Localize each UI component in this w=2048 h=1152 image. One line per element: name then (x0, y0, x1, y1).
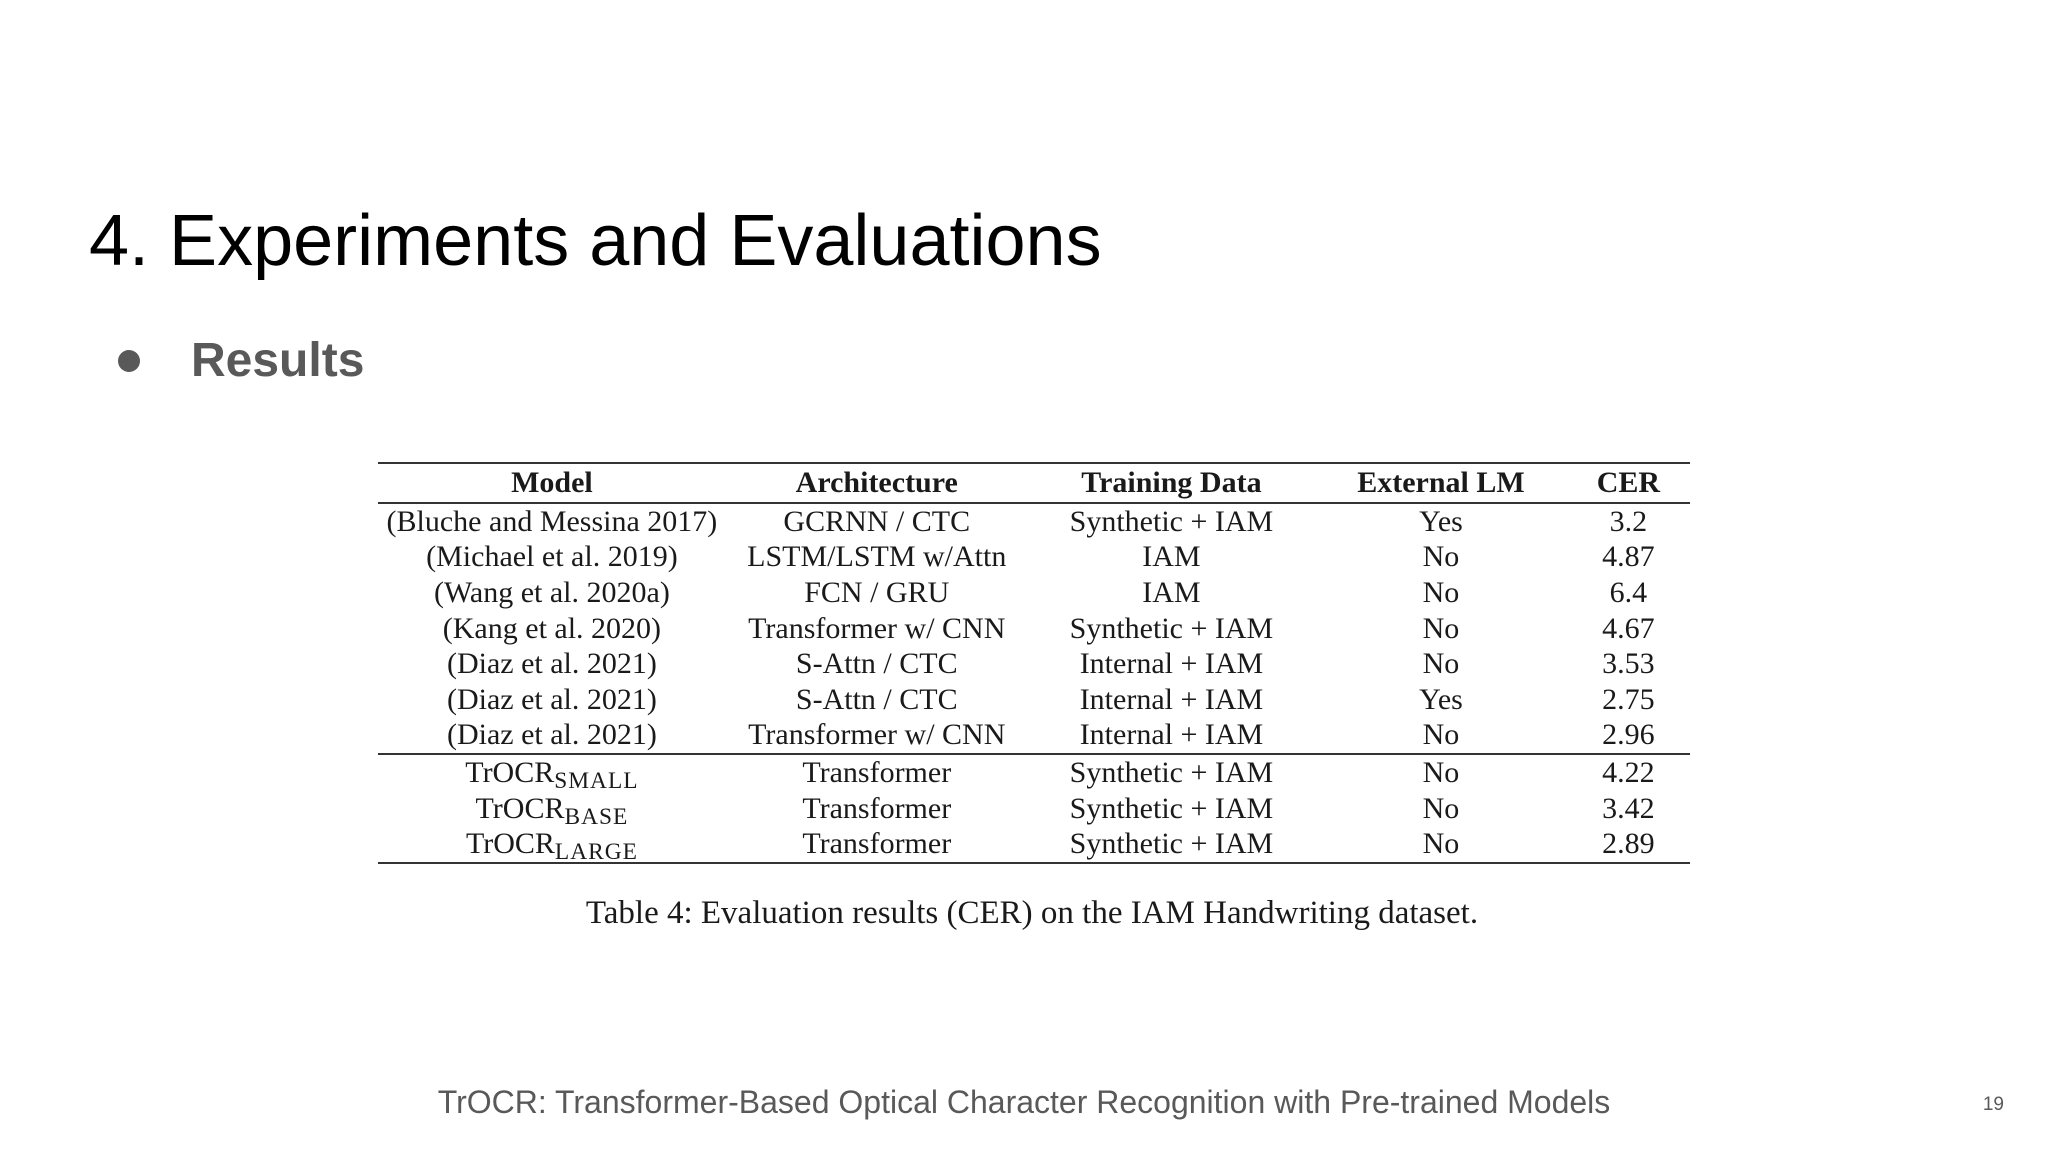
cell-external-lm: No (1422, 540, 1460, 574)
cell-architecture: Transformer (802, 791, 952, 825)
table-row (378, 826, 1690, 863)
table-row (378, 540, 1690, 576)
cell-training-data: IAM (1142, 540, 1201, 574)
cell-training-data: Synthetic + IAM (1028, 754, 1316, 791)
cell-training-data: IAM (1142, 575, 1201, 609)
table-caption-text: Table 4: Evaluation results (CER) on the IAM Handwriting dataset. (585, 895, 1479, 931)
bullet-item-results (118, 334, 365, 387)
header-architecture: Architecture (726, 463, 1028, 503)
cell-training-data: Synthetic + IAM (1028, 826, 1316, 863)
cell-external-lm: No (1422, 647, 1460, 681)
cell-cer: 6.4 (1609, 575, 1648, 609)
table-row (378, 646, 1690, 682)
model-name: TrOCR (465, 755, 555, 789)
cell-external-lm: No (1422, 611, 1460, 645)
cell-cer: 2.75 (1602, 682, 1655, 716)
table-row (378, 575, 1690, 611)
cell-cer: 2.89 (1567, 826, 1690, 863)
cell-cer: 2.96 (1602, 718, 1655, 752)
bullet-label: Results (191, 334, 365, 387)
cell-architecture: Transformer (726, 826, 1028, 863)
header-model: Model (378, 463, 726, 503)
model-size-subscript: LARGE (554, 839, 638, 866)
cell-model: (Diaz et al. 2021) (446, 647, 657, 681)
cell-architecture: Transformer (726, 754, 1028, 791)
header-training-data: Training Data (1028, 463, 1316, 503)
cell-architecture: Transformer w/ CNN (748, 718, 1006, 752)
cell-cer: 4.22 (1567, 754, 1690, 791)
cell-external-lm: No (1315, 754, 1567, 791)
cell-model (378, 826, 726, 866)
results-table (378, 462, 1690, 864)
cell-external-lm: No (1422, 718, 1460, 752)
cell-architecture: FCN / GRU (804, 575, 950, 609)
cell-model: (Michael et al. 2019) (426, 540, 678, 574)
cell-model: (Diaz et al. 2021) (446, 682, 657, 716)
cell-external-lm: Yes (1419, 504, 1463, 538)
header-external-lm: External LM (1315, 463, 1567, 503)
cell-model (378, 791, 726, 830)
cell-cer: 3.53 (1602, 647, 1655, 681)
cell-model: (Diaz et al. 2021) (446, 718, 657, 752)
cell-training-data: Internal + IAM (1079, 682, 1264, 716)
slide-footer: TrOCR: Transformer-Based Optical Character Recognition with Pre-trained Models (437, 1084, 1611, 1120)
cell-model (378, 754, 726, 794)
model-size-subscript: BASE (564, 803, 629, 830)
model-name: TrOCR (465, 827, 555, 861)
cell-cer: 4.67 (1602, 611, 1655, 645)
results-table-container (378, 462, 1690, 864)
cell-external-lm: Yes (1419, 682, 1463, 716)
cell-cer: 4.87 (1602, 540, 1655, 574)
table-row (378, 791, 1690, 827)
bullet-dot-icon (118, 350, 140, 372)
table-row (378, 754, 1690, 791)
cell-cer: 3.42 (1602, 791, 1655, 825)
cell-architecture: S-Attn / CTC (795, 682, 958, 716)
header-cer: CER (1567, 463, 1690, 503)
cell-model: (Bluche and Messina 2017) (386, 504, 718, 538)
cell-training-data: Internal + IAM (1079, 647, 1264, 681)
cell-external-lm: No (1422, 575, 1460, 609)
cell-architecture: Transformer w/ CNN (748, 611, 1006, 645)
cell-architecture: LSTM/LSTM w/Attn (747, 540, 1007, 574)
table-row (378, 611, 1690, 647)
cell-external-lm: No (1315, 826, 1567, 863)
table-header-row (378, 463, 1690, 503)
cell-training-data: Internal + IAM (1079, 718, 1264, 752)
cell-model: (Wang et al. 2020a) (434, 575, 670, 609)
model-size-subscript: SMALL (554, 767, 639, 794)
model-name: TrOCR (475, 791, 565, 825)
table-row (378, 503, 1690, 540)
page-number: 19 (1982, 1094, 2004, 1115)
slide-title: 4. Experiments and Evaluations (89, 201, 1102, 281)
cell-architecture: S-Attn / CTC (795, 647, 958, 681)
cell-architecture: GCRNN / CTC (783, 504, 971, 538)
table-caption (0, 895, 2048, 932)
cell-model: (Kang et al. 2020) (442, 611, 662, 645)
cell-training-data: Synthetic + IAM (1069, 611, 1274, 645)
table-row (378, 682, 1690, 718)
cell-training-data: Synthetic + IAM (1069, 791, 1274, 825)
cell-training-data: Synthetic + IAM (1069, 504, 1274, 538)
cell-cer: 3.2 (1609, 504, 1648, 538)
cell-external-lm: No (1422, 791, 1460, 825)
table-row (378, 718, 1690, 755)
